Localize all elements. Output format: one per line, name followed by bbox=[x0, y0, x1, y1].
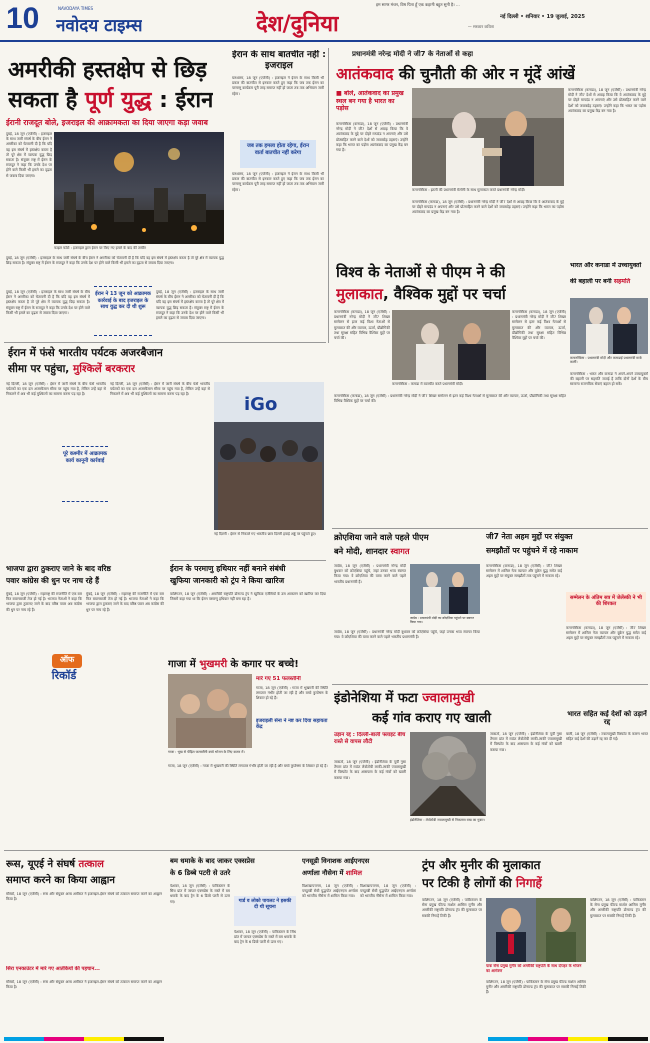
world-leaders-photo-caption: कनानस्किस : कनाडा में बातचीत करते प्रधानमंत्री मोदी। bbox=[392, 382, 464, 386]
story-iran-talks bbox=[230, 50, 326, 340]
russia-uae-headline-1 bbox=[6, 856, 164, 870]
bjp-headline-1: भाजपा द्वारा ठुकराए जाने के बाद वरिष्ठ bbox=[6, 564, 111, 573]
g7-body: कनानस्किस (कनाडा), 18 जून (एजेंसी) : जी7 शिखर सम्मेलन में शामिल नेता व्यापार और यूक्रेन युद्ध समेत कई अहम मुद्दों पर संयुक्त समझौतों तक पहुंचने में नाकाम रहे। bbox=[486, 564, 562, 579]
offrecord-bottom: रिकॉर्ड bbox=[51, 669, 77, 682]
masthead bbox=[0, 0, 650, 42]
iran-nuclear-headline-1: ईरान के परमाणु हथियार नहीं बनाने संबंधी bbox=[170, 564, 286, 573]
bomb-headline-2: के 6 डिब्बे पटरी से उतरे bbox=[170, 869, 231, 877]
story-flights bbox=[566, 710, 648, 850]
pm-terror-body: कनानस्किस (कनाडा), 18 जून (एजेंसी) : प्रधानमंत्री नरेन्द्र मोदी ने जी7 देशों से आग्रह किया कि वे आतंकवाद के मुद्दे पर दोहरे मापदंड न अपनाएं और उसे प्रोत्साहित करने वाले देशों को जवाबदेह ठहराएं। उन्होंने कहा कि भारत का पड़ोस आतंकवाद का प्रमुख केंद्र बन गया है। bbox=[336, 122, 408, 153]
russia-uae-headline-2: समाप्त करने का किया आह्वान bbox=[6, 875, 115, 886]
section-label: देश/दुनिया bbox=[256, 12, 339, 37]
russia-uae-headline-1b: तत्काल bbox=[78, 859, 104, 870]
story-g7-agenda bbox=[484, 532, 648, 682]
story-iran-us bbox=[4, 50, 226, 340]
unicef-body-2: विशाखापत्तनम, 18 जून (एजेंसी) : पनडुब्बी रोधी युद्धपोत आईएनएस अर्णाला को भारतीय नौसेना में शामिल किया गया। bbox=[360, 884, 416, 899]
leaders-meeting-image bbox=[412, 88, 564, 186]
pm-terror-headline bbox=[336, 62, 575, 84]
azerbaijan-headline-2 bbox=[8, 362, 135, 376]
dateline-day: शनिवार bbox=[525, 14, 540, 20]
azerbaijan-headline-2b: मुश्किलें बरकरार bbox=[72, 363, 136, 375]
svg-text:iGo: iGo bbox=[244, 394, 278, 415]
gaza-headline-c: के कगार पर बच्चे! bbox=[230, 659, 299, 670]
story-azerbaijan bbox=[4, 346, 326, 560]
pm-terror-photo-caption: कनानस्किस : इटली की प्रधानमंत्री मेलोनी के साथ मुलाकात करते प्रधानमंत्री नरेन्द्र मोदी। bbox=[412, 188, 526, 192]
iran-talks-headline: ईरान के साथ बातचीत नहीं : इजराइल bbox=[232, 50, 326, 71]
world-leaders-headline-2 bbox=[336, 284, 506, 304]
croatia-headline-2b: स्वागत bbox=[390, 546, 410, 556]
dateline-date: 19 जुलाई, 2025 bbox=[546, 14, 586, 20]
croatia-headline-2 bbox=[334, 546, 482, 557]
gaza-bullet-2: इजराइली सेना ने नष्ट कर दिया सहायता केंद्र bbox=[256, 718, 328, 730]
russia-uae-body-2: मॉस्को, 18 जून (एजेंसी) : रूस और संयुक्त अरब अमीरात ने इजराइल-ईरान संघर्ष को तत्काल समाप्त करने का आह्वान किया है। bbox=[6, 980, 162, 990]
section-rule-2 bbox=[170, 560, 326, 561]
section-rule-5 bbox=[4, 850, 648, 851]
unicef-headline-2a: अर्णाला नौसेना में bbox=[302, 869, 344, 877]
gaza-headline-b: भुखमरी bbox=[199, 659, 228, 670]
leaders-handshake-image bbox=[392, 310, 510, 380]
bjp-headline-2: पवार कांग्रेस की धुन पर नाच रहे हैं bbox=[6, 576, 100, 585]
azerbaijan-headline-1: ईरान में फंसे भारतीय पर्यटक अजरबैजान bbox=[8, 347, 163, 359]
story-pm-terror bbox=[332, 50, 648, 260]
pm-terror-headline-a: आतंकवाद bbox=[336, 65, 394, 83]
section-rule bbox=[4, 342, 326, 343]
unicef-headline-2b: शामिल bbox=[345, 869, 363, 877]
gaza-children-image bbox=[168, 674, 252, 748]
gaza-bullet-1: मारे गए 51 फलस्तीनी bbox=[256, 676, 301, 682]
world-leaders-body-3: कनानस्किस (कनाडा), 18 जून (एजेंसी) : प्रधानमंत्री नरेन्द्र मोदी ने जी7 शिखर सम्मेलन से इतर कई विश्व नेताओं से मुलाकात की और व्यापार, ऊर्जा, प्रौद्योगिकी तथा सुरक्षा सहित विभिन्न वैश्विक मुद्दों पर चर्चा की। bbox=[334, 394, 566, 404]
story-india-canada bbox=[570, 262, 648, 528]
bomb-body: पेशावर, 18 जून (एजेंसी) : पाकिस्तान के सिंध प्रांत में जाफर एक्सप्रेस के रास्ते में बम धमाके के बाद ट्रेन के 6 डिब्बे पटरी से उतर गए। bbox=[170, 884, 230, 904]
g7-pull-quote: सम्मेलन के अंतिम सत्र में जेलेंस्की ने भी की शिरकत bbox=[566, 592, 646, 622]
world-leaders-body-2: कनानस्किस (कनाडा), 18 जून (एजेंसी) : प्रधानमंत्री नरेन्द्र मोदी ने जी7 शिखर सम्मेलन से इतर कई विश्व नेताओं से मुलाकात की और व्यापार, ऊर्जा, प्रौद्योगिकी तथा सुरक्षा सहित विभिन्न वैश्विक मुद्दों पर चर्चा की। bbox=[512, 310, 566, 341]
indonesia-headline-1a: इंडोनेशिया में फटा bbox=[334, 691, 418, 706]
iran-us-headline-2b: पूर्ण युद्ध bbox=[85, 88, 152, 113]
iran-us-headline-1: अमरीकी हस्तक्षेप से छिड़ bbox=[8, 58, 208, 83]
iran-talks-highlight: जब तक हमला होता रहेगा, ईरान वार्ता बातचीत नहीं करेगा bbox=[240, 140, 316, 168]
bomb-body-2: पेशावर, 18 जून (एजेंसी) : पाकिस्तान के सिंध प्रांत में जाफर एक्सप्रेस के रास्ते में बम धमाके के बाद ट्रेन के 6 डिब्बे पटरी से उतर गए। bbox=[234, 930, 296, 945]
india-canada-body: कनानस्किस : भारत और कनाडा ने अपने-अपने उच्चायुक्तों की बहाली पर सहमति जताई है ताकि दोनों देशों के बीच सामान्य राजनयिक सेवाएं बहाल हो सकें। bbox=[570, 372, 648, 387]
azerbaijan-photo-caption: नई दिल्ली : ईरान से निकाले गए भारतीय छात्र दिल्ली हवाई अड्डे पर पहुंचते हुए। bbox=[214, 532, 317, 536]
india-canada-headline-1: भारत और कनाडा में उच्चायुक्तों bbox=[570, 262, 642, 269]
iran-us-body-4: दुबई, 18 जून (एजेंसी) : इजराइल के साथ जारी संघर्ष के बीच ईरान ने अमरीका को चेतावनी दी है कि यदि वह इस संघर्ष में हस्तक्षेप करता है तो पूरे क्षेत्र में व्यापक युद्ध छिड़ सकता है। संयुक्त राष्ट्र में ईरान के राजदूत ने कहा कि उनके देश पर होने वाले किसी भी हमले का दृढ़ता से जवाब दिया जाएगा। bbox=[156, 290, 224, 321]
pm-terror-body-2: कनानस्किस (कनाडा), 18 जून (एजेंसी) : प्रधानमंत्री नरेन्द्र मोदी ने जी7 देशों से आग्रह किया कि वे आतंकवाद के मुद्दे पर दोहरे मापदंड न अपनाएं और उसे प्रोत्साहित करने वाले देशों को जवाबदेह ठहराएं। उन्होंने कहा कि भारत का पड़ोस आतंकवाद का प्रमुख केंद्र बन गया है। bbox=[412, 200, 564, 215]
volcano-ash-image bbox=[410, 732, 486, 816]
bullet-square-icon: ■ bbox=[336, 90, 342, 97]
flights-body: बाली, 18 जून (एजेंसी) : ज्वालामुखी विस्फोट के कारण भारत सहित कई देशों की उड़ानें रद्द कर दी गईं। bbox=[566, 732, 648, 742]
section-rule-4 bbox=[332, 684, 648, 685]
offrecord-logo bbox=[34, 654, 94, 694]
world-leaders-photo bbox=[392, 310, 510, 380]
iran-us-headline-2a: सकता है bbox=[8, 88, 78, 113]
bomb-pull-quote: गार्ड व लोको पायलट ने इसकी दी थी सूचना bbox=[234, 896, 296, 926]
trump-munir-image bbox=[486, 898, 586, 962]
g7-headline-2: समझौतों पर पहुंचने में रहे नाकाम bbox=[486, 546, 578, 555]
trump-munir-headline-2 bbox=[422, 874, 648, 891]
pm-terror-headline-b: की चुनौती की ओर न मूंदें आंखें bbox=[398, 65, 576, 83]
g7-body-2: कनानस्किस (कनाडा), 18 जून (एजेंसी) : जी7 शिखर सम्मेलन में शामिल नेता व्यापार और यूक्रेन युद्ध समेत कई अहम मुद्दों पर संयुक्त समझौतों तक पहुंचने में नाकाम रहे। bbox=[566, 626, 646, 641]
quote-text: हम सागर मंथन, विष पिता हूँ एक कहानी बहुत सुनी है। ... bbox=[376, 2, 460, 7]
pm-terror-body-3: कनानस्किस (कनाडा), 18 जून (एजेंसी) : प्रधानमंत्री नरेन्द्र मोदी ने जी7 देशों से आग्रह किया कि वे आतंकवाद के मुद्दे पर दोहरे मापदंड न अपनाएं और उसे प्रोत्साहित करने वाले देशों को जवाबदेह ठहराएं। उन्होंने कहा कि भारत का पड़ोस आतंकवाद का प्रमुख केंद्र बन गया है। bbox=[568, 88, 646, 113]
trump-munir-photo bbox=[486, 898, 586, 962]
unicef-headline-1: एनसूडी विनाशक आईएनएस bbox=[302, 857, 370, 865]
croatia-photo bbox=[410, 564, 480, 614]
azerbaijan-photo bbox=[214, 382, 324, 530]
croatia-body-2: जाग्रेब, 18 जून (एजेंसी) : प्रधानमंत्री नरेन्द्र मोदी बुधवार को क्रोएशिया पहुंचे, जहां उनका भव्य स्वागत किया गया। वे क्रोएशिया की यात्रा करने वाले पहले भारतीय प्रधानमंत्री हैं। bbox=[334, 630, 480, 640]
india-canada-headline-2 bbox=[570, 278, 648, 286]
azerbaijan-body: नई दिल्ली, 18 जून (एजेंसी) : ईरान में जारी संघर्ष के बीच फंसे भारतीय पर्यटकों का एक दल अजरबैजान सीमा पर पहुंच गया है, लेकिन उन्हें वहां से निकलने में अब भी कई मुश्किलों का सामना करना पड़ रहा है। bbox=[6, 382, 106, 397]
indonesia-photo-caption: इंडोनेशिया : लेवोटोबी ज्वालामुखी से निकलता राख का गुबार। bbox=[410, 818, 485, 822]
world-leaders-headline-2b: , वैश्विक मुद्दों पर चर्चा bbox=[382, 285, 506, 303]
g7-headline-1: जी7 नेता अहम मुद्दों पर संयुक्त bbox=[486, 532, 573, 541]
section-rule-3 bbox=[332, 528, 648, 529]
trump-munir-headline-2a: पर टिकी है लोगों की bbox=[422, 876, 512, 890]
iran-us-body-2: दुबई, 18 जून (एजेंसी) : इजराइल के साथ जारी संघर्ष के बीच ईरान ने अमरीका को चेतावनी दी है कि यदि वह इस संघर्ष में हस्तक्षेप करता है तो पूरे क्षेत्र में व्यापक युद्ध छिड़ सकता है। संयुक्त राष्ट्र में ईरान के राजदूत ने कहा कि उनके देश पर होने वाले किसी भी हमले का दृढ़ता से जवाब दिया जाएगा। bbox=[6, 256, 224, 266]
iran-us-photo-caption: फाइल फोटो : इजराइल द्वारा ईरान पर किए गए हमले के बाद की तस्वीर bbox=[54, 246, 146, 250]
trump-munir-body: वाशिंगटन, 18 जून (एजेंसी) : पाकिस्तान के सेना प्रमुख फील्ड मार्शल आसिम मुनीर और अमरीकी राष्ट्रपति डोनाल्ड ट्रंप की मुलाकात पर सबकी निगाहें टिकी हैं। bbox=[422, 898, 482, 918]
gaza-photo-caption: गाजा : भूख से पीड़ित फलस्तीनी बच्चे भोजन के लिए कतार में। bbox=[168, 750, 245, 754]
indonesia-photo bbox=[410, 732, 486, 816]
iran-us-body: दुबई, 18 जून (एजेंसी) : इजराइल के साथ जारी संघर्ष के बीच ईरान ने अमरीका को चेतावनी दी है कि यदि वह इस संघर्ष में हस्तक्षेप करता है तो पूरे क्षेत्र में व्यापक युद्ध छिड़ सकता है। संयुक्त राष्ट्र में ईरान के राजदूत ने कहा कि उनके देश पर होने वाले किसी भी हमले का दृढ़ता से जवाब दिया जाएगा। bbox=[6, 132, 52, 178]
unicef-headline-2 bbox=[302, 868, 418, 877]
indonesia-bullet: उड़ान रद्द : दिल्ली-बाली फ्लाइट बीच रास्ते से वापस लौटी bbox=[334, 732, 406, 745]
russia-uae-headline-1a: रूस, यूएई ने संघर्ष bbox=[6, 859, 76, 870]
world-leaders-body: कनानस्किस (कनाडा), 18 जून (एजेंसी) : प्रधानमंत्री नरेन्द्र मोदी ने जी7 शिखर सम्मेलन से इतर कई विश्व नेताओं से मुलाकात की और व्यापार, ऊर्जा, प्रौद्योगिकी तथा सुरक्षा सहित विभिन्न वैश्विक मुद्दों पर चर्चा की। bbox=[334, 310, 390, 341]
indonesia-body: जकार्ता, 18 जून (एजेंसी) : इंडोनेशिया के पूर्वी नुसा तेंगारा प्रांत में माउंट लेवोटोबी लाकी-लाकी ज्वालामुखी में विस्फोट के बाद आसपास के कई गांवों को खाली कराया गया। bbox=[334, 760, 406, 780]
pm-terror-kicker: प्रधानमंत्री नरेन्द्र मोदी ने जी7 के नेताओं से कहा bbox=[352, 50, 474, 58]
airport-crowd-image bbox=[214, 382, 324, 530]
trump-munir-body-2: वाशिंगटन, 18 जून (एजेंसी) : पाकिस्तान के सेना प्रमुख फील्ड मार्शल आसिम मुनीर और अमरीकी राष्ट्रपति डोनाल्ड ट्रंप की मुलाकात पर सबकी निगाहें टिकी हैं। bbox=[486, 980, 586, 995]
flights-headline: भारत सहित कई देशों को उड़ानें रद्द bbox=[567, 710, 647, 727]
india-canada-headline-2b: सहमति bbox=[613, 278, 631, 285]
world-leaders-headline-1: विश्व के नेताओं से पीएम ने की bbox=[336, 263, 506, 281]
story-indonesia bbox=[332, 688, 562, 850]
iran-us-subhead: ईरानी राजदूत बोले, इजराइल की आक्रामकता का दिया जाएगा कड़ा जवाब bbox=[6, 118, 208, 127]
story-pm-world-leaders bbox=[332, 262, 568, 528]
india-canada-headline-2a: की बहाली पर बनी bbox=[570, 278, 612, 285]
story-russia-uae bbox=[4, 856, 164, 1036]
gaza-headline bbox=[168, 656, 328, 670]
trump-munir-headline-1: ट्रंप और मुनीर की मुलाकात bbox=[422, 858, 541, 872]
indonesia-headline-1b: ज्वालामुखी bbox=[422, 691, 475, 706]
trump-munir-body-3: वाशिंगटन, 18 जून (एजेंसी) : पाकिस्तान के सेना प्रमुख फील्ड मार्शल आसिम मुनीर और अमरीकी राष्ट्रपति डोनाल्ड ट्रंप की मुलाकात पर सबकी निगाहें टिकी हैं। bbox=[590, 898, 646, 918]
iran-us-pull-quote: ईरान ने 13 जून को आक्रामक कार्रवाई के बाद इजराइल के साथ युद्ध कर दी थी शुरू bbox=[94, 286, 152, 336]
iran-us-headline-2 bbox=[8, 84, 213, 114]
russia-uae-subhead: सिरा एनकाउंटर में मारे गए आतंकियों की पहचान... bbox=[6, 966, 100, 972]
iran-talks-body-2: यरुशलम, 18 जून (एजेंसी) : इजराइल ने ईरान के साथ किसी भी प्रकार की बातचीत से इनकार करते हुए कहा कि जब तक ईरान का परमाणु कार्यक्रम पूरी तरह समाप्त नहीं हो जाता तब तक अभियान जारी रहेगा। bbox=[232, 172, 324, 192]
pm-terror-bullet-text: बोले, आतंकवाद का प्रमुख स्थल बन गया है भारत का पड़ोस bbox=[336, 90, 404, 112]
story-bomb bbox=[168, 856, 298, 1036]
gaza-body: गाजा, 18 जून (एजेंसी) : गाजा में भुखमरी की स्थिति लगातार गंभीर होती जा रही है और बच्चे कुपोषण के शिकार हो रहे हैं। bbox=[256, 686, 328, 701]
gaza-photo bbox=[168, 674, 252, 748]
pm-terror-bullet bbox=[336, 90, 408, 113]
masthead-quote-box bbox=[376, 2, 494, 34]
pm-terror-photo bbox=[412, 88, 564, 186]
trump-munir-photo-caption: पाक सेना प्रमुख मुनीर को अमरीकी राष्ट्रपति के साथ दोपहर के भोजन का आमंत्रण bbox=[486, 964, 582, 973]
croatia-photo-caption: जाग्रेब : प्रधानमंत्री मोदी का क्रोएशिया पहुंचने पर स्वागत किया गया। bbox=[410, 616, 474, 625]
iran-us-headline-2c: : ईरान bbox=[159, 88, 214, 113]
story-unicef bbox=[300, 856, 418, 1036]
azerbaijan-headline-2a: सीमा पर पहुंचा, bbox=[8, 363, 70, 375]
story-iran-nuclear bbox=[168, 564, 328, 654]
page-number: 10 bbox=[6, 2, 40, 35]
russia-uae-body: मॉस्को, 18 जून (एजेंसी) : रूस और संयुक्त अरब अमीरात ने इजराइल-ईरान संघर्ष को तत्काल समाप्त करने का आह्वान किया है। bbox=[6, 892, 162, 902]
dateline: नई दिल्ली • शनिवार • 19 जुलाई, 2025 bbox=[500, 14, 586, 20]
azerbaijan-pull-quote: पूरे कश्मीर में आक्रामक कार्य कानूनी कार्रवाई bbox=[62, 446, 108, 502]
iran-nuclear-headline-2: खुफिया जानकारी को ट्रंप ने किया खारिज bbox=[170, 576, 285, 585]
gaza-body-2: गाजा, 18 जून (एजेंसी) : गाजा में भुखमरी की स्थिति लगातार गंभीर होती जा रही है और बच्चे कुपोषण के शिकार हो रहे हैं। bbox=[168, 764, 328, 768]
iran-talks-body: यरुशलम, 18 जून (एजेंसी) : इजराइल ने ईरान के साथ किसी भी प्रकार की बातचीत से इनकार करते हुए कहा कि जब तक ईरान का परमाणु कार्यक्रम पूरी तरह समाप्त नहीं हो जाता तब तक अभियान जारी रहेगा। bbox=[232, 76, 324, 96]
night-skyline-image bbox=[54, 132, 224, 244]
quote-author: — सरकार कविता bbox=[467, 24, 494, 29]
story-gaza bbox=[168, 656, 328, 852]
paper-small-name: NAVODAYA TIMES bbox=[58, 6, 94, 11]
column-rule bbox=[328, 48, 329, 343]
bjp-body: मुंबई, 18 जून (एजेंसी) : महाराष्ट्र की राजनीति में एक बार फिर बयानबाजी तेज हो गई है। भाजपा नेताओं ने कहा कि भाजपा द्वारा ठुकराए जाने के बाद वरिष्ठ पवार अब कांग्रेस की धुन पर नाच रहे हैं। bbox=[6, 592, 82, 612]
croatia-body: जाग्रेब, 18 जून (एजेंसी) : प्रधानमंत्री नरेन्द्र मोदी बुधवार को क्रोएशिया पहुंचे, जहां उनका भव्य स्वागत किया गया। वे क्रोएशिया की यात्रा करने वाले पहले भारतीय प्रधानमंत्री हैं। bbox=[334, 564, 406, 584]
offrecord-top: ऑफ bbox=[52, 654, 82, 668]
iran-nuclear-body: वाशिंगटन, 18 जून (एजेंसी) : अमरीकी राष्ट्रपति डोनाल्ड ट्रंप ने खुफिया एजेंसियों के उस आकलन को खारिज कर दिया जिसमें कहा गया था कि ईरान परमाणु हथियार नहीं बना रहा है। bbox=[170, 592, 326, 602]
unicef-body: विशाखापत्तनम, 18 जून (एजेंसी) : पनडुब्बी रोधी युद्धपोत आईएनएस अर्णाला को भारतीय नौसेना में शामिल किया गया। bbox=[302, 884, 358, 899]
iran-us-body-3: दुबई, 18 जून (एजेंसी) : इजराइल के साथ जारी संघर्ष के बीच ईरान ने अमरीका को चेतावनी दी है कि यदि वह इस संघर्ष में हस्तक्षेप करता है तो पूरे क्षेत्र में व्यापक युद्ध छिड़ सकता है। संयुक्त राष्ट्र में ईरान के राजदूत ने कहा कि उनके देश पर होने वाले किसी भी हमले का दृढ़ता से जवाब दिया जाएगा। bbox=[6, 290, 90, 315]
story-modi-croatia bbox=[332, 532, 482, 682]
story-trump-munir bbox=[420, 856, 648, 1036]
croatia-headline-1: क्रोएशिया जाने वाले पहले पीएम bbox=[334, 532, 429, 542]
india-canada-photo-caption: कनानस्किस : प्रधानमंत्री मोदी और कनाडाई प्रधानमंत्री मार्क कार्नी। bbox=[570, 356, 642, 365]
bomb-headline-1: बम धमाके के बाद जाकर एक्सप्रेस bbox=[170, 857, 255, 865]
croatia-welcome-image bbox=[410, 564, 480, 614]
story-bjp bbox=[4, 564, 166, 754]
indonesia-body-2: जकार्ता, 18 जून (एजेंसी) : इंडोनेशिया के पूर्वी नुसा तेंगारा प्रांत में माउंट लेवोटोबी लाकी-लाकी ज्वालामुखी में विस्फोट के बाद आसपास के कई गांवों को खाली कराया गया। bbox=[490, 732, 562, 752]
india-canada-photo bbox=[570, 298, 648, 354]
azerbaijan-body-2: नई दिल्ली, 18 जून (एजेंसी) : ईरान में जारी संघर्ष के बीच फंसे भारतीय पर्यटकों का एक दल अजरबैजान सीमा पर पहुंच गया है, लेकिन उन्हें वहां से निकलने में अब भी कई मुश्किलों का सामना करना पड़ रहा है। bbox=[110, 382, 210, 397]
bjp-body-2: मुंबई, 18 जून (एजेंसी) : महाराष्ट्र की राजनीति में एक बार फिर बयानबाजी तेज हो गई है। भाजपा नेताओं ने कहा कि भाजपा द्वारा ठुकराए जाने के बाद वरिष्ठ पवार अब कांग्रेस की धुन पर नाच रहे हैं। bbox=[86, 592, 164, 612]
registration-bar bbox=[4, 1037, 648, 1041]
indonesia-headline-1 bbox=[334, 688, 562, 706]
iran-us-photo bbox=[54, 132, 224, 244]
dateline-city: नई दिल्ली bbox=[500, 14, 519, 20]
croatia-headline-2a: बने मोदी, शानदार bbox=[334, 546, 388, 556]
indonesia-headline-2: कई गांव कराए गए खाली bbox=[372, 711, 491, 726]
registration-marks-image bbox=[4, 1037, 648, 1041]
gaza-headline-a: गाजा में bbox=[168, 659, 196, 670]
trump-munir-headline-2b: निगाहें bbox=[515, 876, 542, 890]
paper-name: नवोदय टाइम्स bbox=[56, 16, 143, 36]
world-leaders-headline-2a: मुलाकात bbox=[336, 285, 383, 303]
modi-carney-image bbox=[570, 298, 648, 354]
